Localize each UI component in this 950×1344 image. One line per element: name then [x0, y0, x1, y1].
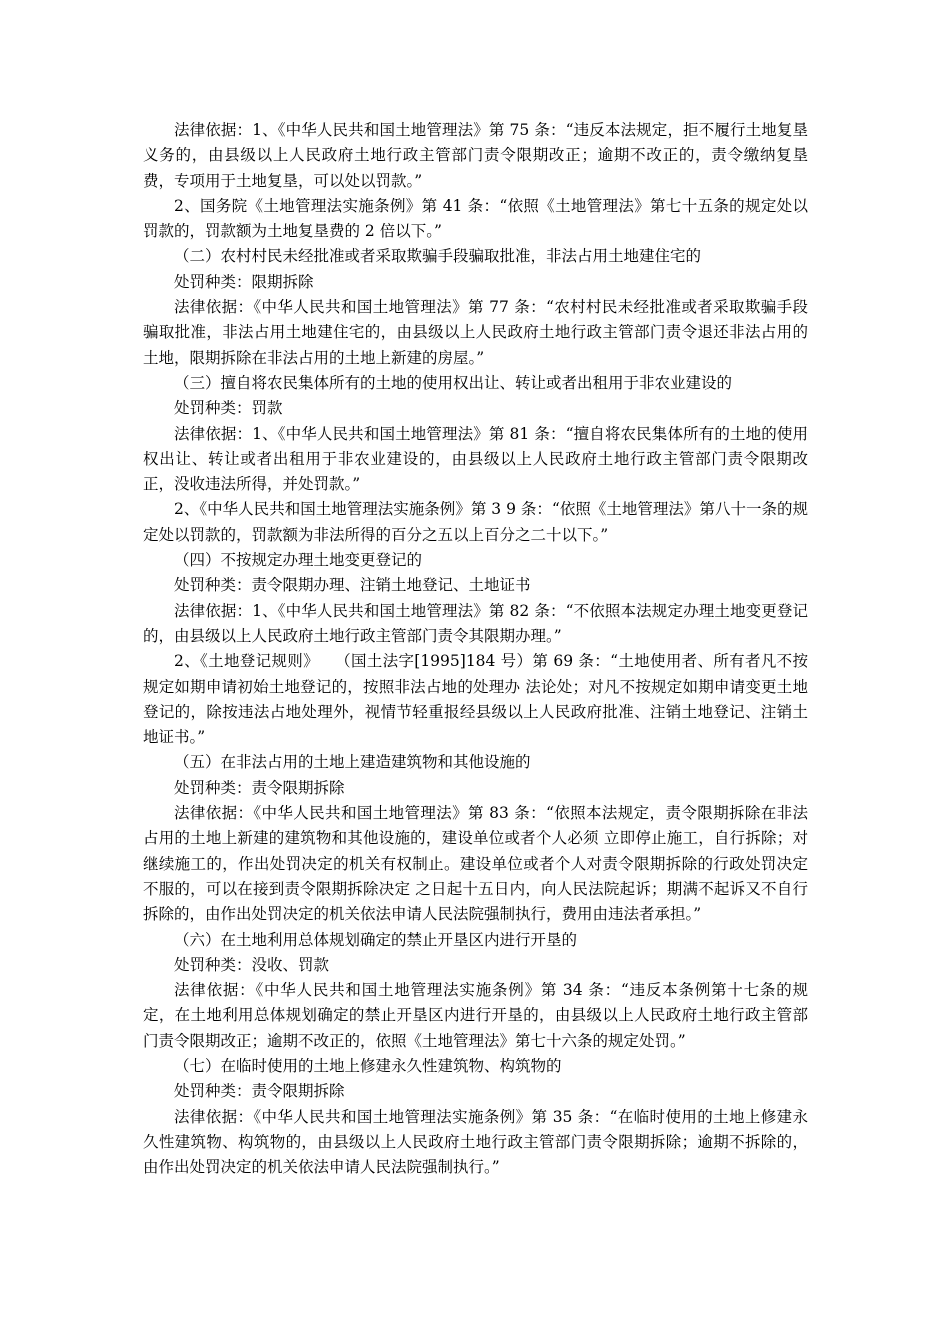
- section-heading-5: （五）在非法占用的土地上建造建筑物和其他设施的: [174, 753, 531, 772]
- section-heading-4: （四）不按规定办理土地变更登记的: [174, 551, 423, 570]
- paragraph-basis-77: 法律依据：《中华人民共和国土地管理法》第 77 条：“农村村民未经批准或者采取欺骗手段骗取批准，非法占用土地建住宅的，由县级以上人民政府土地行政主管部门责令退还非法占用的土地，限期拆除在非法占用的土地上新建的房屋。”: [143, 298, 808, 367]
- section-heading-2: （二）农村村民未经批准或者采取欺骗手段骗取批准，非法占用土地建住宅的: [174, 247, 702, 266]
- paragraph-basis-34: 法律依据：《中华人民共和国土地管理法实施条例》第 34 条：“违反本条例第十七条的规定，在土地利用总体规划确定的禁止开垦区内进行开垦的，由县级以上人民政府土地行政主管部门责令限期改正；逾期不改正的，依照《土地管理法》第七十六条的规定处罚。”: [143, 981, 808, 1050]
- document-body: [143, 118, 808, 1180]
- penalty-type-4: 处罚种类：责令限期办理、注销土地登记、土地证书: [174, 576, 531, 595]
- penalty-type-7: 处罚种类：责令限期拆除: [174, 1082, 345, 1101]
- penalty-type-2: 处罚种类：限期拆除: [174, 272, 314, 291]
- paragraph-basis-83: 法律依据：《中华人民共和国土地管理法》第 83 条：“依照本法规定，责令限期拆除在非法占用的土地上新建的建筑物和其他设施的，建设单位或者个人必须 立即停止施工，自行拆除；对继续施工的，作出处罚决定的机关有权制止。建设单位或者个人对责令限期拆除的行政处罚决定不服的，可以在接到责令限期拆除决定 之日起十五日内，向人民法院起诉；期满不起诉又不自行拆除的，由作出处罚决定的机关依法申请人民法院强制执行，费用由违法者承担。”: [143, 804, 808, 924]
- paragraph-basis-39: 2、《中华人民共和国土地管理法实施条例》第 3 9 条：“依照《土地管理法》第八十一条的规定处以罚款的，罚款额为非法所得的百分之五以上百分之二十以下。”: [143, 500, 808, 544]
- penalty-type-5: 处罚种类：责令限期拆除: [174, 778, 345, 797]
- paragraph-basis-82: 法律依据：1、《中华人民共和国土地管理法》第 82 条：“不依照本法规定办理土地变更登记的，由县级以上人民政府土地行政主管部门责令其限期办理。”: [143, 601, 808, 645]
- paragraph-basis-75: 法律依据：1、《中华人民共和国土地管理法》第 75 条：“违反本法规定，拒不履行土地复垦义务的，由县级以上人民政府土地行政主管部门责令限期改正；逾期不改正的，责令缴纳复垦费，专项用于土地复垦，可以处以罚款。”: [143, 121, 808, 190]
- paragraph-basis-69: 2、《土地登记规则》 （国土法字[1995]184 号）第 69 条：“土地使用者、所有者凡不按规定如期申请初始土地登记的，按照非法占地的处理办 法论处；对凡不按规定如期申请变更土地登记的，除按违法占地处理外，视情节轻重报经县级以上人民政府批准、注销土地登记、注销土地证书。”: [143, 652, 808, 747]
- section-heading-7: （七）在临时使用的土地上修建永久性建筑物、构筑物的: [174, 1056, 562, 1075]
- penalty-type-3: 处罚种类：罚款: [174, 399, 283, 418]
- section-heading-3: （三）擅自将农民集体所有的土地的使用权出让、转让或者出租用于非农业建设的: [174, 373, 733, 392]
- paragraph-basis-81: 法律依据：1、《中华人民共和国土地管理法》第 81 条：“擅自将农民集体所有的土地的使用权出让、转让或者出租用于非农业建设的，由县级以上人民政府土地行政主管部门责令限期改正，没收违法所得，并处罚款。”: [143, 424, 808, 494]
- paragraph-basis-41: 2、国务院《土地管理法实施条例》第 41 条：“依照《土地管理法》第七十五条的规定处以罚款的，罚款额为土地复垦费的 2 倍以下。”: [143, 196, 808, 241]
- paragraph-basis-35: 法律依据：《中华人民共和国土地管理法实施条例》第 35 条：“在临时使用的土地上修建永久性建筑物、构筑物的，由县级以上人民政府土地行政主管部门责令限期拆除；逾期不拆除的，由作出处罚决定的机关依法申请人民法院强制执行。”: [143, 1107, 808, 1177]
- penalty-type-6: 处罚种类：没收、罚款: [174, 955, 330, 974]
- section-heading-6: （六）在土地利用总体规划确定的禁止开垦区内进行开垦的: [174, 930, 578, 949]
